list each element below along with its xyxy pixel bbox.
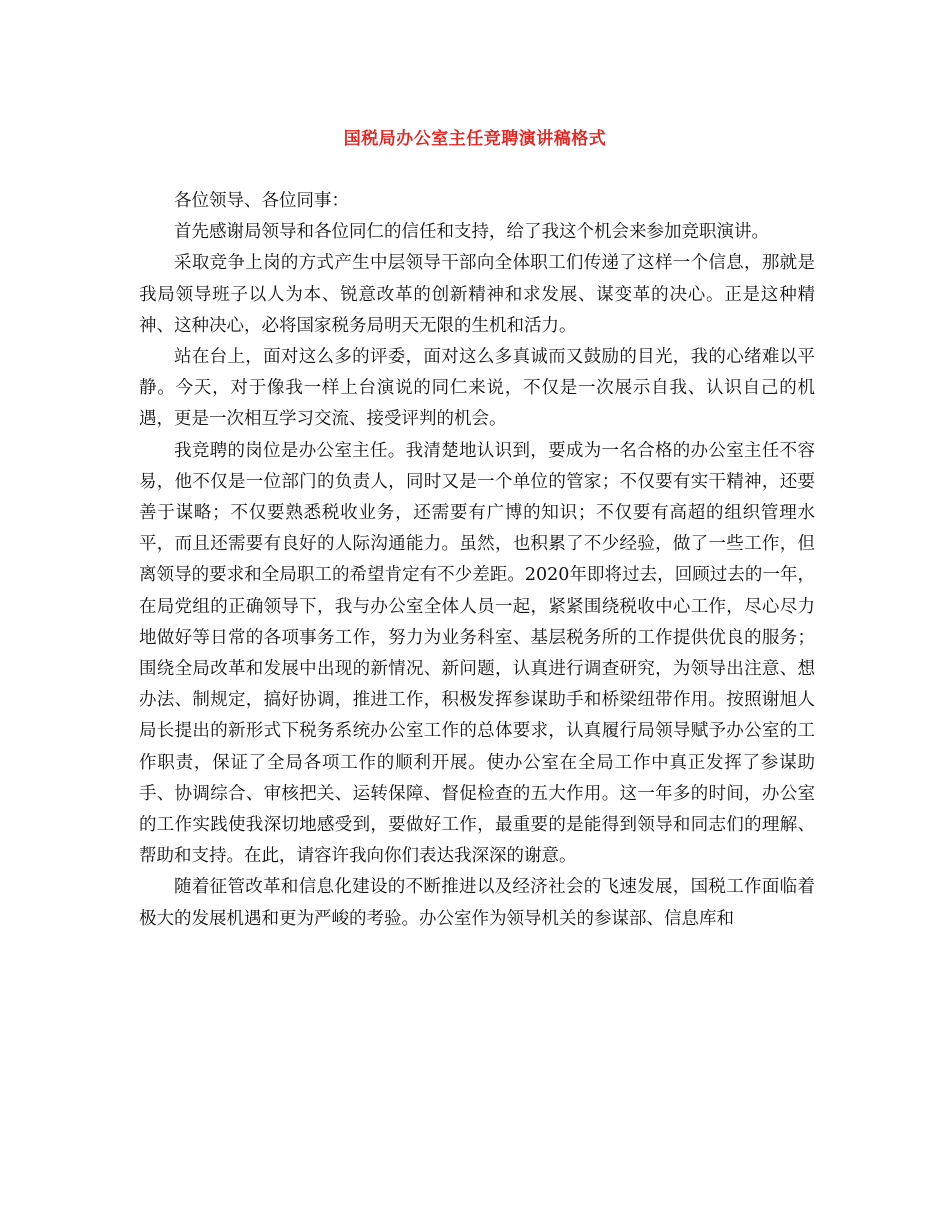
paragraph-competition: 采取竞争上岗的方式产生中层领导干部向全体职工们传递了这样一个信息，那就是我局领导班子以人为本、锐意改革的创新精神和求发展、谋变革的决心。正是这种精神、这种决心，必将国家税务局明天无限的生机和活力。 xyxy=(139,253,815,336)
document-title: 国税局办公室主任竞聘演讲稿格式 xyxy=(343,129,607,149)
paragraph-reform: 随着征管改革和信息化建设的不断推进以及经济社会的飞速发展，国税工作面临着极大的发展机遇和更为严峻的考验。办公室作为领导机关的参谋部、信息库和 xyxy=(139,877,815,929)
paragraph-salutation: 各位领导、各位同事： xyxy=(174,191,349,211)
document-body xyxy=(139,186,815,935)
paragraph-position: 我竞聘的岗位是办公室主任。我清楚地认识到，要成为一名合格的办公室主任不容易，他不仅是一位部门的负责人，同时又是一个单位的管家；不仅要有实干精神，还要善于谋略；不仅要熟悉税收业务，还需要有广博的知识；不仅要有高超的组织管理水平，而且还需要有良好的人际沟通能力。虽然，也积累了不少经验，做了一些工作，但离领导的要求和全局职工的希望肯定有不少差距。2020年即将过去，回顾过去的一年，在局党组的正确领导下，我与办公室全体人员一起，紧紧围绕税收中心工作，尽心尽力地做好等日常的各项事务工作，努力为业务科室、基层税务所的工作提供优良的服务；围绕全局改革和发展中出现的新情况、新问题，认真进行调查研究，为领导出注意、想办法、制规定，搞好协调，推进工作，积极发挥参谋助手和桥梁纽带作用。按照谢旭人局长提出的新形式下税务系统办公室工作的总体要求，认真履行局领导赋予办公室的工作职责，保证了全局各项工作的顺利开展。使办公室在全局工作中真正发挥了参谋助手、协调综合、审核把关、运转保障、督促检查的五大作用。这一年多的时间，办公室的工作实践使我深切地感受到，要做好工作，最重要的是能得到领导和同志们的理解、帮助和支持。在此，请容许我向你们表达我深深的谢意。 xyxy=(139,440,815,867)
paragraph-thanks: 首先感谢局领导和各位同仁的信任和支持，给了我这个机会来参加竞职演讲。 xyxy=(174,222,769,243)
paragraph-on-stage: 站在台上，面对这么多的评委，面对这么多真诚而又鼓励的目光，我的心绪难以平静。今天，对于像我一样上台演说的同仁来说，不仅是一次展示自我、认识自己的机遇，更是一次相互学习交流、接受评判的机会。 xyxy=(139,347,815,430)
